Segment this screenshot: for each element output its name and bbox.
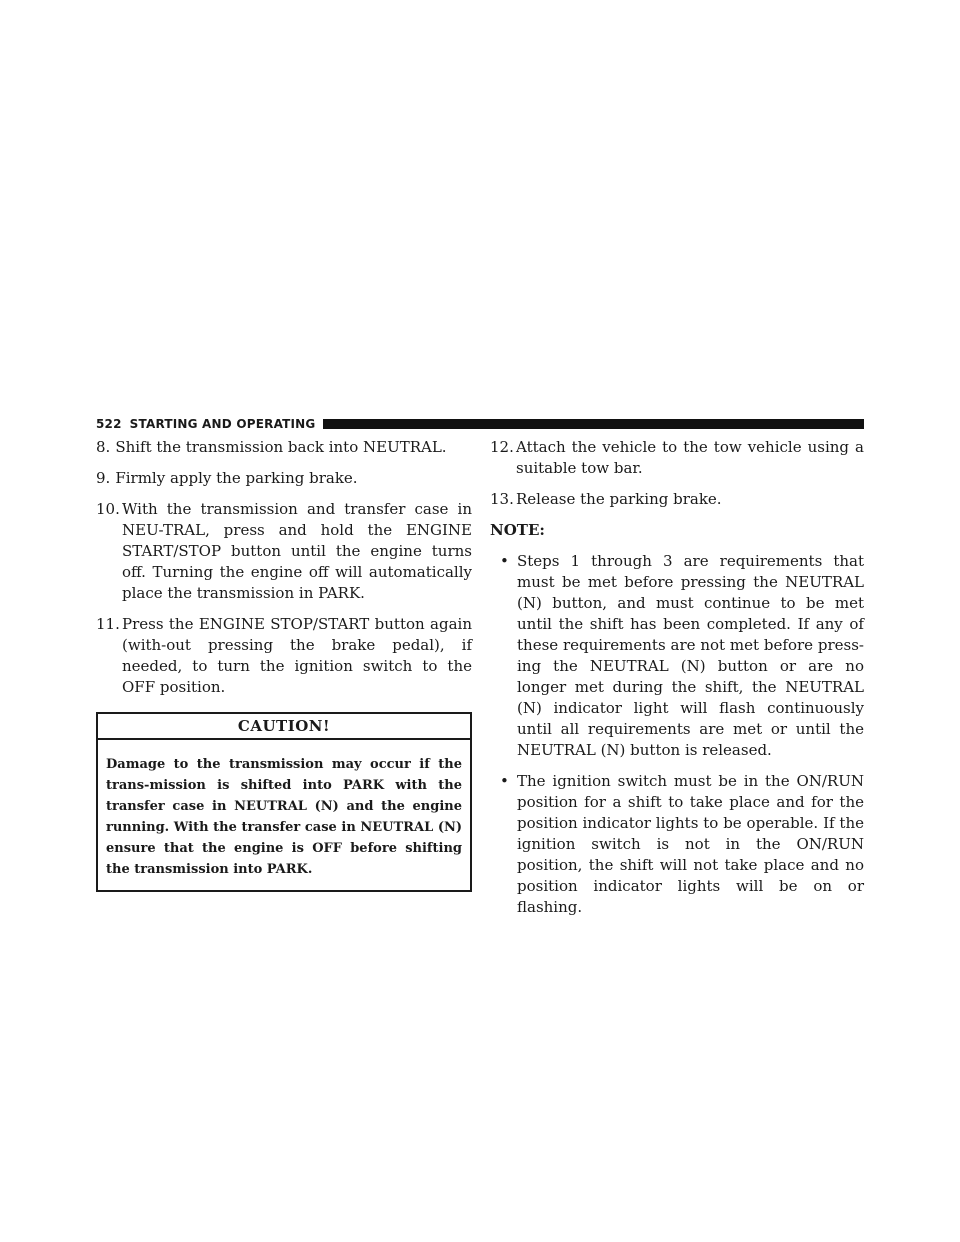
right-column xyxy=(490,437,864,928)
bullet-dot-icon: • xyxy=(500,772,509,790)
step-number: 12. xyxy=(490,438,514,456)
step-number: 13. xyxy=(490,490,514,508)
note-bullet-2 xyxy=(490,771,864,918)
note-label: NOTE: xyxy=(490,521,545,539)
step-number: 10. xyxy=(96,500,120,518)
step-8 xyxy=(96,437,472,458)
step-13 xyxy=(490,489,864,510)
step-text: Press the ENGINE STOP/START button again (with-out pressing the brake pedal), if needed, to turn the ignition switch to the OFF position. xyxy=(122,615,472,696)
bullet-text: The ignition switch must be in the ON/RUN position for a shift to take place and for the position indicator lights to be operable. If the ignition switch is not in the ON/RUN position, the shift will not take place and no position indicator lights will be on or flashing. xyxy=(517,772,864,916)
caution-text: Damage to the transmission may occur if the trans-mission is shifted into PARK with the transfer case in NEUTRAL (N) and the engine running. With the transfer case in NEUTRAL (N) ensure that the engine is OFF before shifting the transmission into PARK. xyxy=(106,757,462,877)
step-text: With the transmission and transfer case in NEU-TRAL, press and hold the ENGINE START/STOP button until the engine turns off. Turning the engine off will automatically place the transmission in PARK. xyxy=(122,500,472,602)
step-10 xyxy=(96,499,472,604)
step-text: Release the parking brake. xyxy=(516,490,722,508)
note-bullet-1 xyxy=(490,551,864,761)
section-title: STARTING AND OPERATING xyxy=(129,417,316,431)
step-text: Firmly apply the parking brake. xyxy=(115,469,358,487)
step-9 xyxy=(96,468,472,489)
step-text: Attach the vehicle to the tow vehicle using a suitable tow bar. xyxy=(516,438,864,477)
step-text: Shift the transmission back into NEUTRAL. xyxy=(115,438,447,456)
step-number: 9. xyxy=(96,469,111,487)
step-number: 11. xyxy=(96,615,120,633)
caution-title: CAUTION! xyxy=(98,714,470,740)
bullet-dot-icon: • xyxy=(500,552,509,570)
bullet-text: Steps 1 through 3 are requirements that must be met before pressing the NEUTRAL (N) button, and must continue to be met until the shift has been completed. If any of these requirements are not met before press-ing the NEUTRAL (N) button or are no longer met during the shift, the NEUTRAL (N) indicator light will flash continuously until all requirements are met or until the NEUTRAL (N) button is released. xyxy=(517,552,864,759)
left-column xyxy=(96,437,472,892)
caution-box xyxy=(96,712,472,892)
page-number: 522 xyxy=(96,417,122,431)
header-rule xyxy=(323,419,864,429)
page-header xyxy=(96,416,864,432)
step-number: 8. xyxy=(96,438,111,456)
step-12 xyxy=(490,437,864,479)
step-11 xyxy=(96,614,472,698)
